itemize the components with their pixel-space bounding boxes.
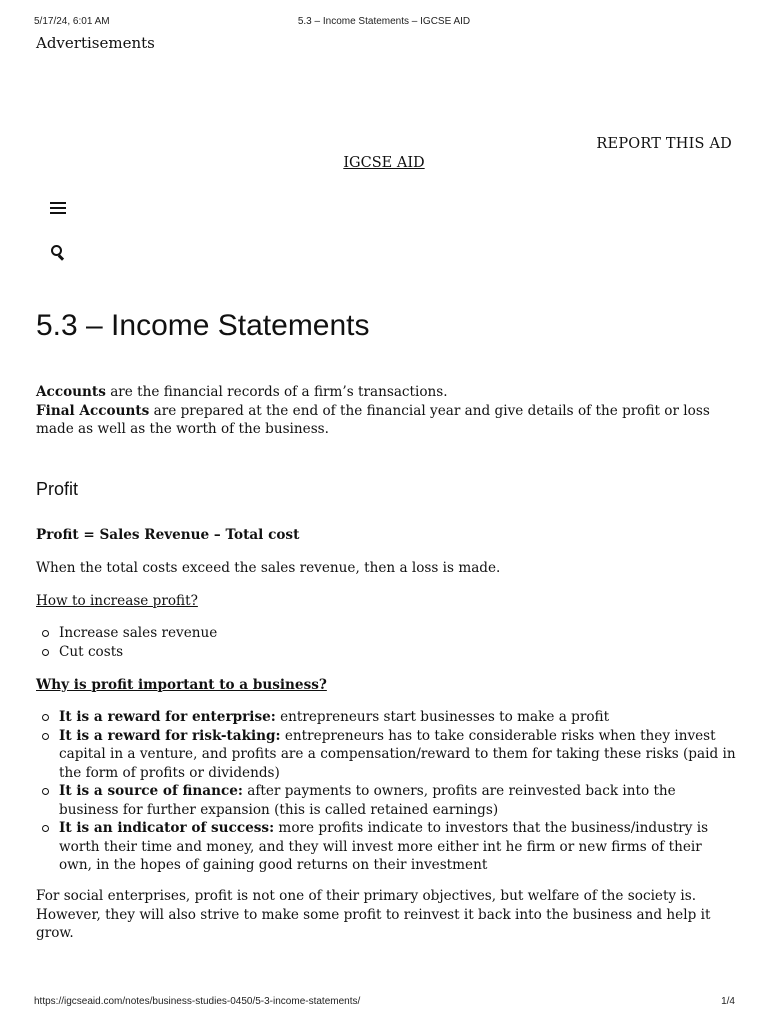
list-item: Cut costs — [36, 643, 736, 662]
list-item-term: It is a source of finance: — [59, 783, 243, 799]
accounts-term: Accounts — [36, 384, 106, 400]
list-item — [36, 727, 736, 783]
accounts-definition — [36, 383, 736, 402]
list-item — [36, 782, 736, 819]
social-enterprise-paragraph: For social enterprises, profit is not one of their primary objectives, but welfare of the society is. However, they will also strive to make some profit to reinvest it back into the business and help it grow. — [36, 888, 711, 941]
profit-importance-heading-text: Why is profit important to a business? — [36, 677, 327, 693]
page-title: 5.3 – Income Statements — [36, 309, 370, 342]
final-accounts-definition — [36, 402, 736, 439]
footer-page-number: 1/4 — [721, 996, 735, 1007]
site-name-link[interactable]: IGCSE AID — [343, 155, 425, 171]
search-icon[interactable] — [51, 245, 65, 259]
final-accounts-term: Final Accounts — [36, 402, 150, 419]
increase-profit-list — [36, 624, 736, 661]
list-item-term: It is a reward for enterprise: — [59, 709, 276, 725]
profit-importance-heading — [36, 676, 736, 695]
accounts-text: are the financial records of a firm’s transactions. — [105, 384, 448, 400]
list-item-text: more profits indicate to investors that the business/industry is worth their time and money, and they will invest more either int he firm or new firms of their own, in the hopes of gaining good returns on their investment — [59, 820, 709, 873]
list-item — [36, 708, 736, 727]
loss-text: When the total costs exceed the sales revenue, then a loss is made. — [36, 560, 501, 576]
list-item — [36, 819, 736, 875]
profit-heading: Profit — [36, 479, 79, 499]
hamburger-menu-icon[interactable] — [50, 202, 66, 215]
list-item-term: It is an indicator of success: — [59, 820, 275, 836]
increase-profit-heading — [36, 592, 736, 611]
list-item-term: It is a reward for risk-taking: — [59, 727, 281, 744]
list-item-text: after payments to owners, profits are reinvested back into the business for further expansion (this is called retained earnings) — [59, 783, 676, 818]
profit-importance-list — [36, 708, 736, 875]
profit-formula-text: Profit = Sales Revenue – Total cost — [36, 527, 300, 543]
print-date: 5/17/24, 6:01 AM — [34, 16, 110, 27]
profit-formula — [36, 526, 736, 545]
list-item-text: entrepreneurs has to take considerable risks when they invest capital in a venture, and profits are a compensation/reward to them for taking these risks (paid in the form of profits or dividends) — [59, 727, 736, 781]
intro-paragraphs — [36, 383, 736, 439]
increase-profit-heading-text: How to increase profit? — [36, 593, 198, 609]
print-page-title: 5.3 – Income Statements – IGCSE AID — [297, 16, 471, 27]
advertisements-label: Advertisements — [36, 34, 155, 52]
final-accounts-text: are prepared at the end of the financial year and give details of the profit or loss made as well as the worth of the business. — [36, 402, 710, 437]
list-item-text: entrepreneurs start businesses to make a profit — [275, 709, 610, 725]
list-item: Increase sales revenue — [36, 624, 736, 643]
report-ad-link[interactable]: REPORT THIS AD — [596, 136, 732, 152]
footer-url: https://igcseaid.com/notes/business-studies-0450/5-3-income-statements/ — [34, 996, 361, 1007]
